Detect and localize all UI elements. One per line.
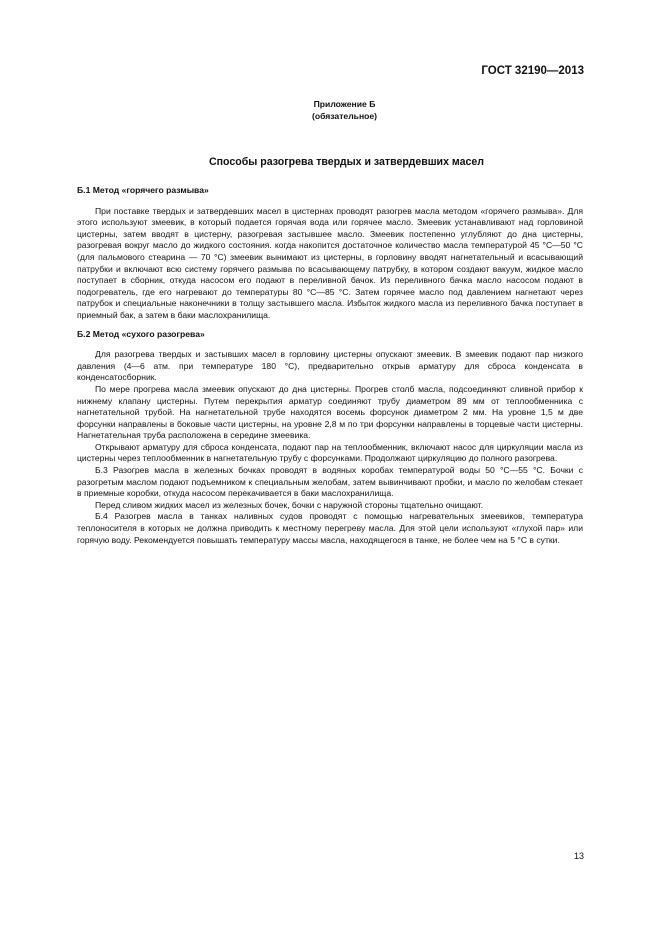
page-number: 13: [573, 851, 584, 861]
annex-status: (обязательное): [311, 111, 378, 121]
paragraph: Б.4 Разогрев масла в танках наливных судов проводят с помощью нагревательных змеевиков, температура теплоносителя в которых не должна приводить к местному перегреву масла. Для этой цели используют «глухой пар» или горячую воду. Рекомендуется повышать температуру массы масла, находящегося в танке, не более чем на 5 °C в сутки.: [77, 511, 583, 545]
page-title: Способы разогрева твердых и затвердевших масел: [208, 156, 485, 168]
standard-code: ГОСТ 32190—2013: [481, 65, 584, 77]
paragraph: Для разогрева твердых и застывших масел в горловину цистерны опускают змеевик. В змеевик подают пар низкого давления (4—6 атм. при температуре 180 °C), предварительно открыв арматуру для сброса конденсата в конденсатосборник.: [77, 349, 583, 383]
paragraph: Перед сливом жидких масел из железных бочек, бочки с наружной стороны тщательно очищают.: [95, 499, 484, 510]
paragraph: Открывают арматуру для сброса конденсата, подают пар на теплообменник, включают насос для циркуляции масла из цистерны через теплообменник в нагнетательную трубу с форсунками. Продолжают циркуляцию до полного разогрева.: [77, 441, 583, 464]
document-body: [77, 185, 583, 553]
paragraph: При поставке твердых и затвердевших масел в цистернах проводят разогрев масла методом «горячего размыва». Для этого используют змеевик, в который подается горячая вода или горячее масло. Змеевик устанавливают над горловиной цистерны, затем вводят в цистерну, разогревая застывшее масло. Змеевик постепенно углубляют до дна цистерны, разогревая вокруг масло до жидкого состояния. когда накопится достаточное количество масла температурой 45 °C—50 °C (для пальмового стеарина — 70 °C) змеевик вынимают из цистерны, в горловину вводят нагнетательный и всасывающий патрубки и включают всю систему горячего размыва по всасывающему патрубку, в котором создают вакуум, жидкое масло поступает в сборник, откуда насосом его подают в переливной бачок. Из переливного бачка масло насосом подают в подогреватель, где его нагревают до температуры 80 °C—85 °C. Затем горячее масло под давлением нагнетают через патрубок и специальные наконечники в толщу застывшего масла. Избыток жидкого масла из переливного бачка поступает в приемный бак, а затем в баки маслохранилища.: [77, 205, 583, 320]
section-heading-b2: Б.2 Метод «сухого разогрева»: [77, 328, 205, 339]
annex-title: Приложение Б: [313, 99, 376, 109]
paragraph: По мере прогрева масла змеевик опускают до дна цистерны. Прогрев столб масла, подсоединяют сливной прибор к нижнему клапану цистерны. Путем перекрытия арматур соединяют трубу диаметром 89 мм от теплообменника с нагнетательной трубой. На нагнетательной трубе находятся восемь форсунок диаметром 2 мм. На уровне 1,5 м две форсунки направлены в боковые части цистерны, на уровне 2,8 м по три форсунки направлены в торцевые части цистерны. Нагнетательная труба расположена в середине змеевика.: [77, 383, 583, 441]
annex-header: [0, 98, 661, 122]
paragraph: Б.3 Разогрев масла в железных бочках проводят в водяных коробах температурой воды 50 °C—55 °C. Бочки с разогретым маслом подают подъемником к специальным желобам, затем вывинчивают пробки, и масло по желобам стекает в приемные коробки, откуда насосом перекачивается в баки маслохранилища.: [77, 465, 583, 499]
section-heading-b1: Б.1 Метод «горячего размыва»: [77, 185, 209, 195]
